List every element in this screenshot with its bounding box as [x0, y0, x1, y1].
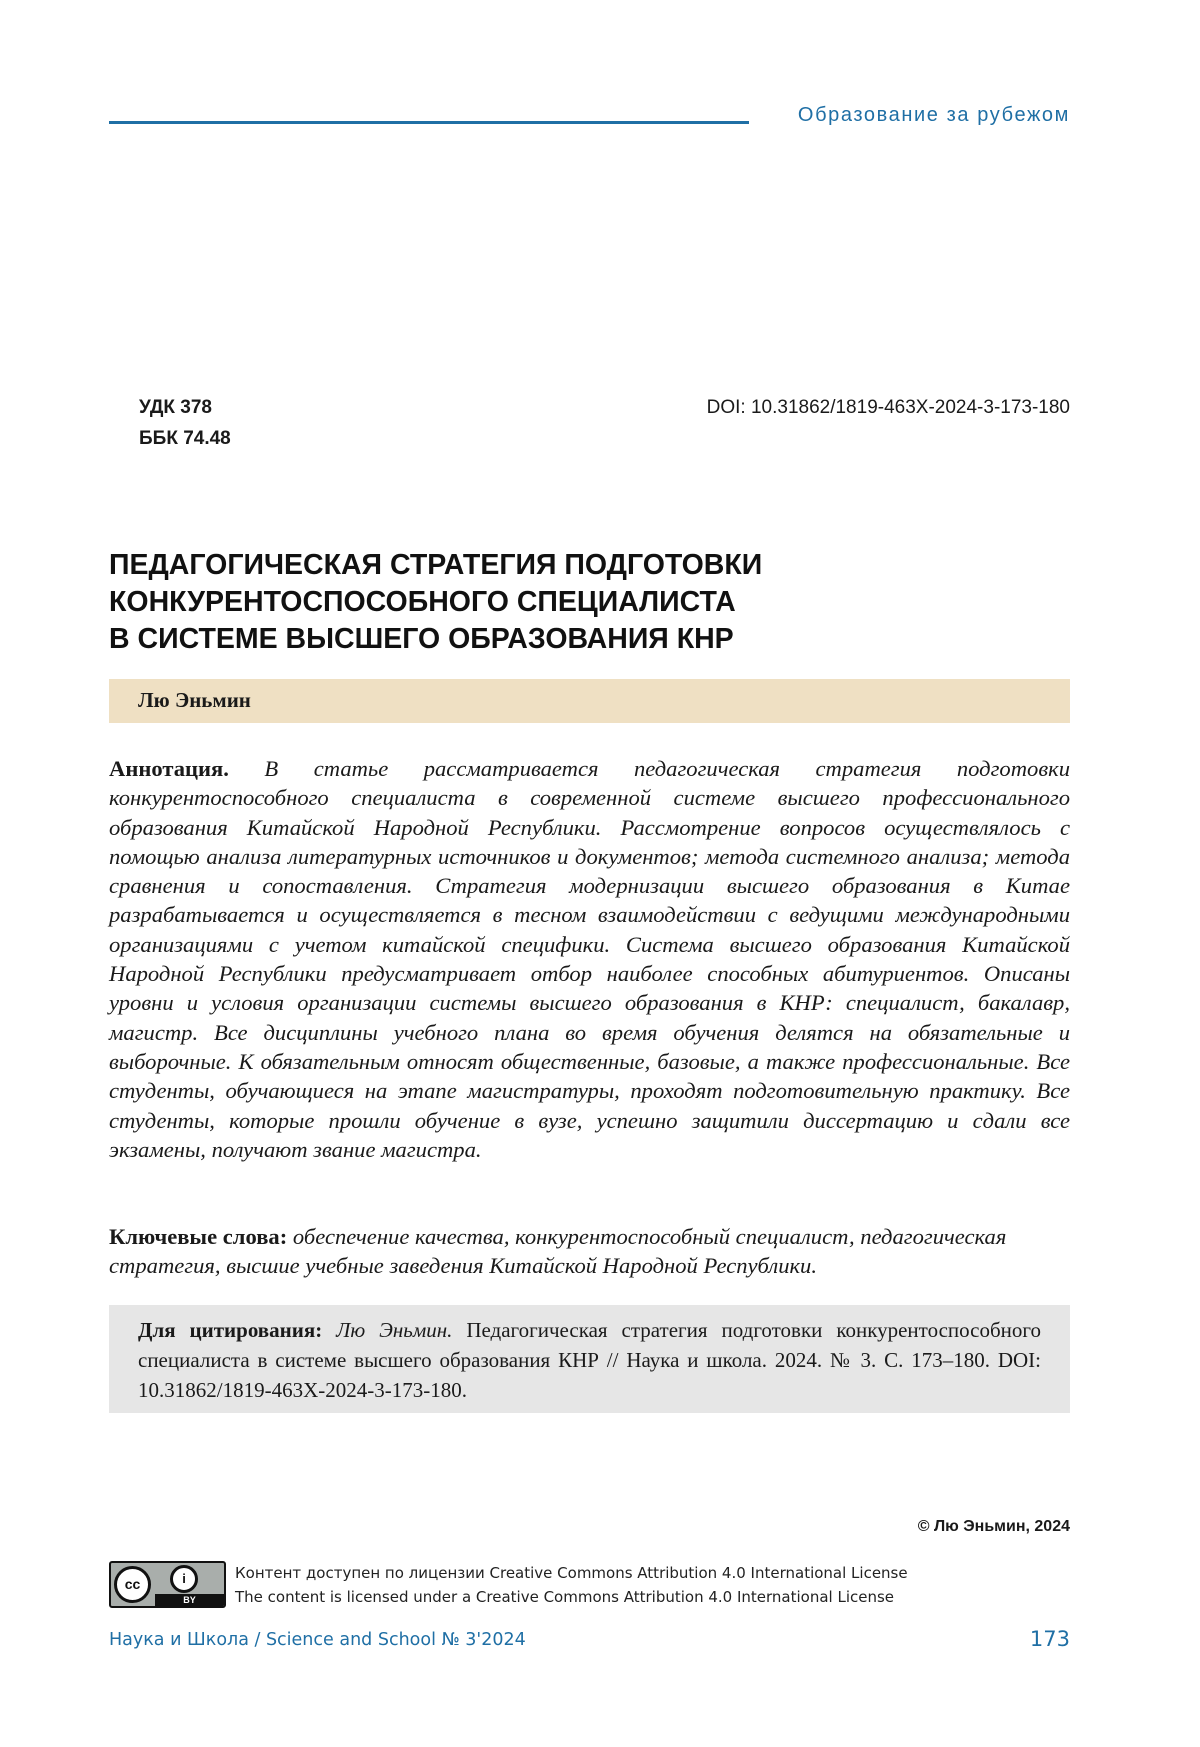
page-number: 173 [1029, 1627, 1070, 1651]
attribution-icon: i [170, 1565, 198, 1593]
doi-header[interactable]: DOI: 10.31862/1819-463X-2024-3-173-180 [706, 397, 1070, 418]
header-rule [109, 121, 749, 124]
abstract-label: Аннотация. [109, 756, 229, 781]
article-title [109, 547, 1069, 658]
citation-text-block [138, 1315, 1041, 1405]
by-label: BY [155, 1594, 224, 1606]
journal-footer: Наука и Школа / Science and School № 3'2024 [109, 1630, 526, 1650]
udk-code: УДК 378 [139, 397, 212, 418]
title-line: В СИСТЕМЕ ВЫСШЕГО ОБРАЗОВАНИЯ КНР [109, 623, 734, 655]
section-title: Образование за рубежом [797, 104, 1070, 126]
license-text-en: The content is licensed under a Creative Commons Attribution 4.0 International License [235, 1588, 895, 1606]
license-text-ru: Контент доступен по лицензии Creative Commons Attribution 4.0 International License [235, 1564, 908, 1582]
bbk-code: ББК 74.48 [139, 428, 231, 449]
title-line: ПЕДАГОГИЧЕСКАЯ СТРАТЕГИЯ ПОДГОТОВКИ [109, 549, 763, 581]
abstract [109, 754, 1070, 1164]
citation-text: Педагогическая стратегия подготовки конкурентоспособного специалиста в системе высшего образования КНР // Наука и школа. 2024. № 3. С. 173–180. DOI: 10.31862/1819-463X-2024-3-173-180. [138, 1318, 1042, 1402]
title-line: КОНКУРЕНТОСПОСОБНОГО СПЕЦИАЛИСТА [109, 586, 736, 618]
citation-label: Для цитирования: [138, 1318, 323, 1342]
copyright: © Лю Эньмин, 2024 [917, 1518, 1070, 1535]
cc-icon: cc [114, 1566, 151, 1603]
keywords [109, 1222, 1070, 1281]
license-text [235, 1561, 908, 1609]
keywords-text: обеспечение качества, конкурентоспособный специалист, педагогическая стратегия, высшие учебные заведения Китайской Народной Республики. [109, 1224, 1007, 1279]
author-name: Лю Эньмин [138, 688, 251, 712]
classification-codes [139, 392, 231, 454]
abstract-text: В статье рассматривается педагогическая стратегия подготовки конкурентоспособного специалиста в современной системе высшего профессионального образования Китайской Народной Республики. Рассмотрение вопросов осуществлялось с помощью анализа литературных источников и документов; метода системного анализа; метода сравнения и сопоставления. Стратегия модернизации высшего образования в Китае разрабатывается и осуществляется в тесном взаимодействии с ведущими международными организациями с учетом китайской специфики. Система высшего образования Китайской Народной Республики предусматривает отбор наиболее способных абитуриентов. Описаны уровни и условия организации системы высшего образования в КНР: специалист, бакалавр, магистр. Все дисциплины учебного плана во время обучения делятся на обязательные и выборочные. К обязательным относят общественные, базовые, а также профессиональные. Все студенты, обучающиеся на этапе магистратуры, проходят подготовительную практику. Все студенты, которые прошли обучение в вузе, успешно защитили диссертацию и сдали все экзамены, получают звание магистра. [109, 756, 1071, 1162]
citation-author: Лю Эньмин. [336, 1318, 453, 1342]
author-bar [109, 679, 1070, 723]
cc-by-license-badge[interactable] [109, 1561, 226, 1608]
keywords-label: Ключевые слова: [109, 1224, 288, 1249]
citation-box [109, 1305, 1070, 1413]
